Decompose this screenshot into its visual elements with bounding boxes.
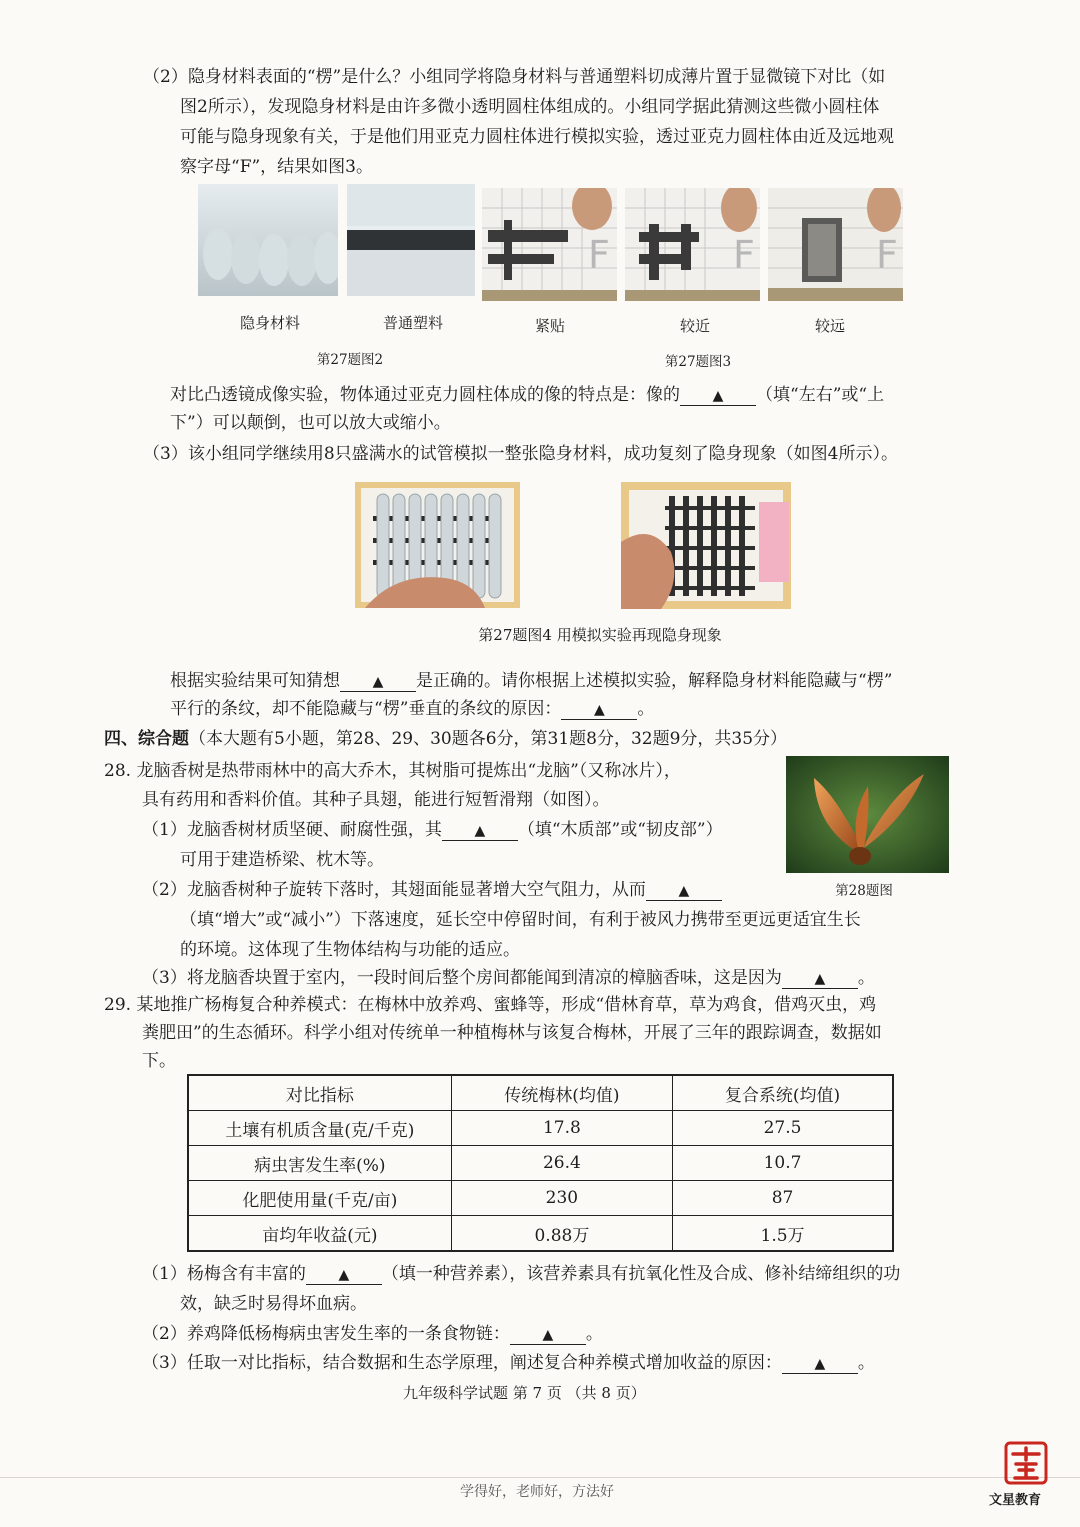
q29-line3: 下。	[142, 1051, 176, 1071]
blank-mark: ▲	[712, 388, 724, 404]
table-cell: 27.5	[673, 1111, 893, 1146]
blank-mark: ▲	[678, 883, 690, 899]
fig3-label-far: 较远	[814, 317, 845, 335]
blank-mark: ▲	[542, 1327, 554, 1343]
q29-p1-text-b: （填一种营养素），该营养素具有抗氧化性及合成、修补结缔组织的功	[381, 1264, 901, 1284]
invisibility-material-photo	[198, 184, 338, 296]
q29-p1-line2: 效，缺乏时易得坏血病。	[180, 1294, 367, 1314]
fig3-caption: 第27题图3	[664, 354, 732, 370]
table-cell: 1.5万	[673, 1216, 893, 1252]
q28-p1-line1	[142, 819, 723, 841]
q29-p2-text-a: （2）养鸡降低杨梅病虫害发生率的一条食物链：	[142, 1324, 510, 1344]
q27-p2-question-text-b: （填“左右”或“上	[756, 385, 885, 405]
footer-slogan: 学得好，老师好，方法好	[460, 1484, 614, 1500]
answer-blank[interactable]	[646, 881, 722, 901]
footer-divider	[0, 1477, 1080, 1478]
table-cell: 化肥使用量(千克/亩)	[188, 1181, 451, 1216]
q27-p2-line4: 察字母“F”，结果如图3。	[180, 157, 373, 177]
table-row	[188, 1216, 893, 1252]
fig2-caption: 第27题图2	[316, 352, 384, 368]
comparison-table	[187, 1074, 894, 1252]
q27-p3-answer-line2	[170, 698, 654, 720]
answer-blank[interactable]	[561, 700, 637, 720]
q27-p2-question-line1	[170, 384, 884, 406]
table-header-cell: 对比指标	[188, 1075, 451, 1111]
test-tubes-grid-photo	[621, 482, 791, 609]
answer-blank[interactable]	[782, 1354, 858, 1374]
q28-p2-line2: （填“增大”或“减小”）下落速度，延长空中停留时间，有利于被风力携带至更远更适宜生长	[180, 910, 861, 930]
q28-line2: 具有药用和香料价值。其种子具翅，能进行短暂滑翔（如图）。	[142, 790, 610, 810]
fig4-caption: 第27题图4 用模拟实验再现隐身现象	[478, 626, 722, 644]
q28-p2-text-a: （2）龙脑香树种子旋转下落时，其翅面能显著增大空气阻力，从而	[142, 880, 646, 900]
section4-heading	[104, 728, 787, 750]
q27-p2-question-line2: 下”）可以颠倒，也可以放大或缩小。	[170, 413, 451, 433]
section4-title: 四、综合题	[104, 729, 189, 749]
brand-seal-logo	[1003, 1440, 1049, 1486]
table-header-cell: 复合系统(均值)	[673, 1075, 893, 1111]
q28-p1-line2: 可用于建造桥梁、枕木等。	[180, 850, 384, 870]
svg-text:F: F	[733, 233, 755, 277]
answer-blank[interactable]	[782, 969, 858, 989]
blank-mark: ▲	[338, 1267, 350, 1283]
table-cell: 亩均年收益(元)	[188, 1216, 451, 1252]
q28-line1: 28. 龙脑香树是热带雨林中的高大乔木，其树脂可提炼出“龙脑”（又称冰片），	[104, 761, 681, 781]
fig2-label-invisibility: 隐身材料	[239, 314, 300, 332]
fig28-caption: 第28题图	[835, 883, 893, 899]
answer-blank[interactable]	[340, 672, 416, 692]
blank-mark: ▲	[594, 702, 605, 718]
test-tubes-photo	[355, 482, 520, 608]
q28-p1-text-b: （填“木质部”或“韧皮部”）	[517, 820, 723, 840]
acrylic-cylinder-far-photo	[768, 188, 903, 301]
fig3-label-near: 较近	[679, 317, 710, 335]
blank-mark: ▲	[814, 971, 826, 987]
q29-p1-line1	[142, 1263, 900, 1285]
ordinary-plastic-photo	[347, 184, 475, 296]
table-cell: 230	[451, 1181, 672, 1216]
q27-p2-line1: （2）隐身材料表面的“楞”是什么？小组同学将隐身材料与普通塑料切成薄片置于显微镜下对比（如	[143, 67, 886, 87]
fig3-label-close: 紧贴	[534, 317, 565, 335]
q29-p3-text-a: （3）任取一对比指标，结合数据和生态学原理，阐述复合种养模式增加收益的原因：	[142, 1353, 782, 1373]
table-row	[188, 1146, 893, 1181]
answer-blank[interactable]	[306, 1265, 382, 1285]
q28-p2-line1	[142, 879, 722, 901]
acrylic-cylinder-close-photo	[482, 188, 617, 301]
page-number: 九年级科学试题 第 7 页 （共 8 页）	[403, 1384, 646, 1402]
q27-p3-answer-text-a: 根据实验结果可知猜想	[170, 671, 340, 691]
svg-text:F: F	[876, 233, 898, 277]
q27-p2-question-text-a: 对比凸透镜成像实验，物体通过亚克力圆柱体成的像的特点是：像的	[170, 385, 680, 405]
table-cell: 0.88万	[451, 1216, 672, 1252]
q27-p3-answer-text-b: 是正确的。请你根据上述模拟实验，解释隐身材料能隐藏与“楞”	[416, 671, 893, 691]
table-row	[188, 1181, 893, 1216]
q27-p3-answer-text-d: 。	[637, 699, 655, 719]
q28-p3-line	[142, 967, 875, 989]
dipterocarp-seed-photo	[786, 756, 949, 873]
table-cell: 土壤有机质含量(克/千克)	[188, 1111, 451, 1146]
q27-p2-line2: 图2所示），发现隐身材料是由许多微小透明圆柱体组成的。小组同学据此猜测这些微小圆柱体	[180, 97, 880, 117]
answer-blank[interactable]	[510, 1325, 586, 1345]
table-cell: 17.8	[451, 1111, 672, 1146]
fig2-label-plastic: 普通塑料	[382, 314, 443, 332]
q27-p3-line1: （3）该小组同学继续用8只盛满水的试管模拟一整张隐身材料，成功复刻了隐身现象（如图4所示）。	[143, 444, 898, 464]
blank-mark: ▲	[474, 823, 486, 839]
svg-text:F: F	[588, 233, 610, 277]
table-header-cell: 传统梅林(均值)	[451, 1075, 672, 1111]
table-cell: 87	[673, 1181, 893, 1216]
blank-mark: ▲	[814, 1356, 826, 1372]
brand-name: 文星教育	[989, 1493, 1042, 1508]
q29-line1: 29. 某地推广杨梅复合种养模式：在梅林中放养鸡、蜜蜂等，形成“借林育草，草为鸡食，借鸡灭虫，鸡	[104, 995, 877, 1015]
q29-p2-text-b: 。	[585, 1324, 603, 1344]
q29-p3-text-b: 。	[857, 1353, 875, 1373]
acrylic-cylinder-near-photo	[625, 188, 760, 301]
q27-p3-answer-text-c: 平行的条纹，却不能隐藏与“楞”垂直的条纹的原因：	[170, 699, 562, 719]
q29-p1-text-a: （1）杨梅含有丰富的	[142, 1264, 306, 1284]
table-cell: 10.7	[673, 1146, 893, 1181]
q28-p3-text-b: 。	[857, 968, 875, 988]
table-row	[188, 1111, 893, 1146]
q27-p2-line3: 可能与隐身现象有关，于是他们用亚克力圆柱体进行模拟实验，透过亚克力圆柱体由近及远地观	[180, 127, 894, 147]
table-header-row	[188, 1075, 893, 1111]
blank-mark: ▲	[372, 674, 384, 690]
q28-p2-line3: 的环境。这体现了生物体结构与功能的适应。	[180, 940, 520, 960]
table-cell: 26.4	[451, 1146, 672, 1181]
section4-desc: （本大题有5小题，第28、29、30题各6分，第31题8分，32题9分，共35分）	[189, 729, 788, 749]
q27-p3-answer-line1	[170, 670, 892, 692]
q28-p3-text-a: （3）将龙脑香块置于室内，一段时间后整个房间都能闻到清凉的樟脑香味，这是因为	[142, 968, 782, 988]
table-cell: 病虫害发生率(%)	[188, 1146, 451, 1181]
q29-p2-line	[142, 1323, 603, 1345]
q28-p1-text-a: （1）龙脑香树材质坚硬、耐腐性强，其	[142, 820, 442, 840]
answer-blank[interactable]	[442, 821, 518, 841]
answer-blank[interactable]	[680, 386, 756, 406]
q29-line2: 粪肥田”的生态循环。科学小组对传统单一种植梅林与该复合梅林，开展了三年的跟踪调查，数据如	[142, 1023, 882, 1043]
q29-p3-line	[142, 1352, 875, 1374]
